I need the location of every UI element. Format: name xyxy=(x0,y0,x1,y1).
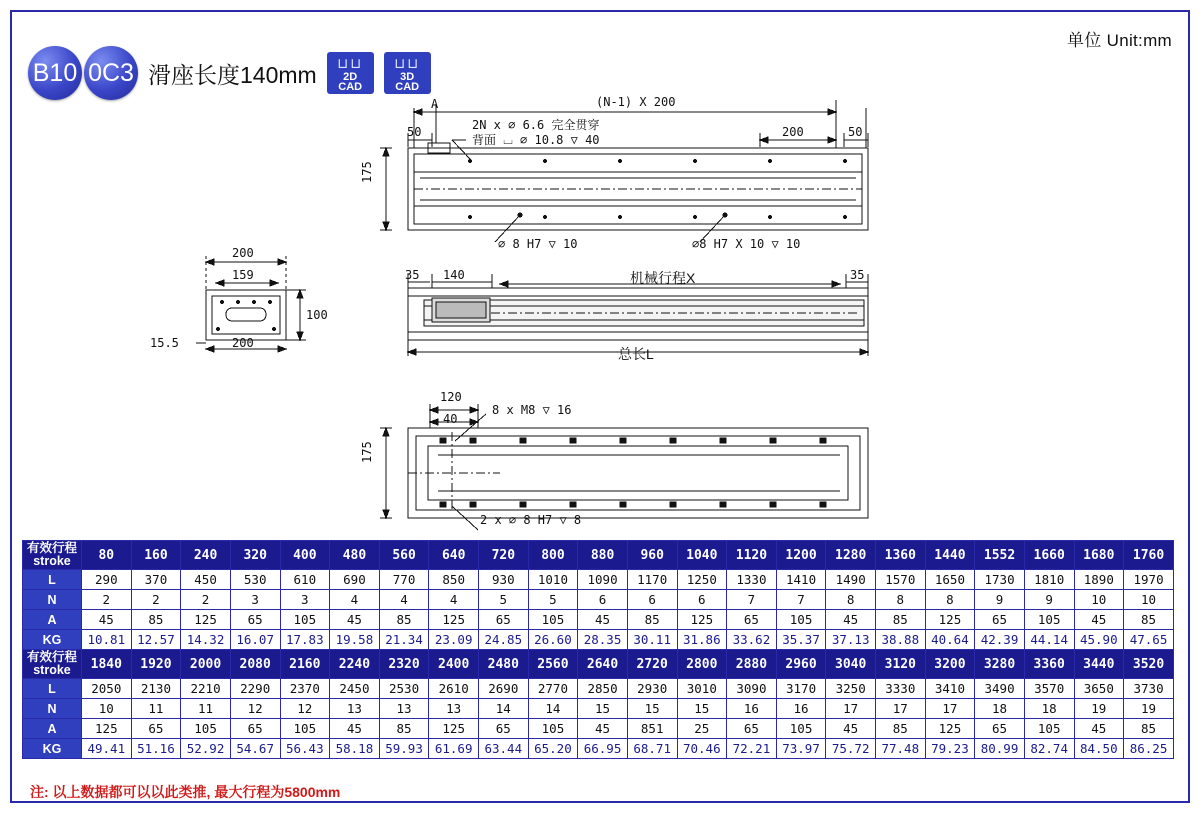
table-cell: 8 xyxy=(876,590,926,610)
table-header-cell: 3040 xyxy=(826,650,876,679)
table-cell: 26.60 xyxy=(528,630,578,650)
table-cell: 13 xyxy=(429,699,479,719)
bottom-view-120: 120 xyxy=(440,390,462,404)
table-header-cell: 1440 xyxy=(925,541,975,570)
table-cell: 610 xyxy=(280,570,330,590)
table-cell: 58.18 xyxy=(330,739,380,759)
table-cell: 85 xyxy=(876,719,926,739)
table-cell: 75.72 xyxy=(826,739,876,759)
front-view-140: 140 xyxy=(443,268,465,282)
table-row-label-a: A xyxy=(23,610,82,630)
table-header-cell: 640 xyxy=(429,541,479,570)
table-cell: 85 xyxy=(1124,610,1174,630)
table-cell: 17 xyxy=(826,699,876,719)
table-cell: 125 xyxy=(82,719,132,739)
specification-table xyxy=(22,540,1174,759)
table-cell: 72.21 xyxy=(727,739,777,759)
bottom-view-height-175: 175 xyxy=(360,441,374,463)
table-header-cell: 3200 xyxy=(925,650,975,679)
table-cell: 14.32 xyxy=(181,630,231,650)
table-cell: 1410 xyxy=(776,570,826,590)
table-cell: 6 xyxy=(578,590,628,610)
table-header-cell: 2640 xyxy=(578,650,628,679)
table-cell: 1250 xyxy=(677,570,727,590)
table-cell: 125 xyxy=(429,719,479,739)
table-cell: 2770 xyxy=(528,679,578,699)
table-cell: 5 xyxy=(528,590,578,610)
top-view-dowel-left: ∅ 8 H7 ▽ 10 xyxy=(498,237,578,251)
table-cell: 850 xyxy=(429,570,479,590)
table-cell: 6 xyxy=(677,590,727,610)
cad-3d-button[interactable] xyxy=(384,52,431,94)
table-cell: 1570 xyxy=(876,570,926,590)
table-cell: 125 xyxy=(925,719,975,739)
table-cell: 35.37 xyxy=(776,630,826,650)
table-cell: 125 xyxy=(677,610,727,630)
table-cell: 85 xyxy=(876,610,926,630)
table-cell: 73.97 xyxy=(776,739,826,759)
table-cell: 9 xyxy=(1024,590,1074,610)
table-cell: 2290 xyxy=(230,679,280,699)
front-view-35-right: 35 xyxy=(850,268,865,282)
table-row xyxy=(23,570,1174,590)
table-header-cell: 2400 xyxy=(429,650,479,679)
top-view-right-50: 50 xyxy=(848,125,863,139)
table-cell: 105 xyxy=(1024,610,1074,630)
cad-2d-icon: ⊔⊔ xyxy=(337,55,364,71)
table-cell: 45 xyxy=(826,719,876,739)
table-cell: 2450 xyxy=(330,679,380,699)
table-cell: 45 xyxy=(826,610,876,630)
table-header-cell: 1280 xyxy=(826,541,876,570)
table-row xyxy=(23,739,1174,759)
side-view-200-top: 200 xyxy=(232,246,254,260)
table-cell: 5 xyxy=(479,590,529,610)
table-header-cell: 1040 xyxy=(677,541,727,570)
table-cell: 45 xyxy=(578,610,628,630)
table-cell: 10.81 xyxy=(82,630,132,650)
top-view-hole-note-1: 2N x ∅ 6.6 完全贯穿 xyxy=(472,118,600,132)
table-header-cell: 720 xyxy=(479,541,529,570)
table-header-cell: 240 xyxy=(181,541,231,570)
table-cell: 930 xyxy=(479,570,529,590)
table-header-cell: 2720 xyxy=(627,650,677,679)
table-row-label-n: N xyxy=(23,699,82,719)
table-cell: 2 xyxy=(181,590,231,610)
model-badge-2: 0C3 xyxy=(84,46,138,100)
side-view-200-bottom: 200 xyxy=(232,336,254,350)
table-cell: 25 xyxy=(677,719,727,739)
cad-2d-line1: 2D xyxy=(343,71,358,83)
table-cell: 45 xyxy=(82,610,132,630)
front-view-35-left: 35 xyxy=(405,268,420,282)
table-cell: 12.57 xyxy=(131,630,181,650)
table-cell: 2530 xyxy=(379,679,429,699)
table-cell: 2 xyxy=(131,590,181,610)
table-cell: 1650 xyxy=(925,570,975,590)
table-cell: 18 xyxy=(1024,699,1074,719)
table-header-cell: 1120 xyxy=(727,541,777,570)
table-header-cell: 3520 xyxy=(1124,650,1174,679)
table-cell: 1330 xyxy=(727,570,777,590)
front-view-stroke-label: 机械行程X xyxy=(630,270,696,286)
table-cell: 19.58 xyxy=(330,630,380,650)
table-cell: 17 xyxy=(876,699,926,719)
table-footnote: 注: 以上数据都可以以此类推, 最大行程为5800mm xyxy=(30,784,341,800)
table-cell: 3010 xyxy=(677,679,727,699)
table-row-label-l: L xyxy=(23,570,82,590)
table-cell: 3 xyxy=(230,590,280,610)
table-cell: 45 xyxy=(1074,719,1124,739)
table-cell: 65 xyxy=(479,610,529,630)
table-cell: 86.25 xyxy=(1124,739,1174,759)
side-view-100: 100 xyxy=(306,308,328,322)
table-cell: 85 xyxy=(379,719,429,739)
table-cell: 45 xyxy=(330,610,380,630)
top-view-left-50: 50 xyxy=(407,125,422,139)
table-cell: 65 xyxy=(230,719,280,739)
table-cell: 105 xyxy=(1024,719,1074,739)
table-cell: 1170 xyxy=(627,570,677,590)
table-cell: 105 xyxy=(181,719,231,739)
table-cell: 33.62 xyxy=(727,630,777,650)
table-header-cell: 480 xyxy=(330,541,380,570)
table-header-cell: 3440 xyxy=(1074,650,1124,679)
table-cell: 450 xyxy=(181,570,231,590)
table-cell: 68.71 xyxy=(627,739,677,759)
table-header-cell: 80 xyxy=(82,541,132,570)
table-cell: 14 xyxy=(479,699,529,719)
table-header-cell: 1760 xyxy=(1124,541,1174,570)
table-cell: 851 xyxy=(627,719,677,739)
table-cell: 3 xyxy=(280,590,330,610)
table-cell: 1970 xyxy=(1124,570,1174,590)
table-row-label-n: N xyxy=(23,590,82,610)
table-header-cell: 400 xyxy=(280,541,330,570)
table-cell: 2370 xyxy=(280,679,330,699)
top-view-height-175: 175 xyxy=(360,161,374,183)
spec-table-body xyxy=(23,541,1174,759)
table-header-cell: 2160 xyxy=(280,650,330,679)
table-cell: 85 xyxy=(627,610,677,630)
table-cell: 4 xyxy=(379,590,429,610)
table-cell: 3250 xyxy=(826,679,876,699)
table-cell: 10 xyxy=(82,699,132,719)
table-cell: 14 xyxy=(528,699,578,719)
table-cell: 1730 xyxy=(975,570,1025,590)
table-cell: 3730 xyxy=(1124,679,1174,699)
table-cell: 9 xyxy=(975,590,1025,610)
table-row xyxy=(23,679,1174,699)
table-row xyxy=(23,630,1174,650)
table-row-label-kg: KG xyxy=(23,630,82,650)
table-cell: 59.93 xyxy=(379,739,429,759)
cad-3d-line2: CAD xyxy=(395,81,420,93)
table-cell: 4 xyxy=(429,590,479,610)
table-row-label-l: L xyxy=(23,679,82,699)
table-cell: 125 xyxy=(181,610,231,630)
table-cell: 3410 xyxy=(925,679,975,699)
table-cell: 56.43 xyxy=(280,739,330,759)
table-cell: 16 xyxy=(776,699,826,719)
cad-3d-line1: 3D xyxy=(400,71,415,83)
table-cell: 21.34 xyxy=(379,630,429,650)
table-cell: 19 xyxy=(1074,699,1124,719)
table-cell: 2690 xyxy=(479,679,529,699)
table-cell: 51.16 xyxy=(131,739,181,759)
spec-table-element xyxy=(22,540,1174,759)
table-cell: 1810 xyxy=(1024,570,1074,590)
side-view-15-5: 15.5 xyxy=(150,336,179,350)
table-cell: 79.23 xyxy=(925,739,975,759)
table-cell: 30.11 xyxy=(627,630,677,650)
table-header-cell: 2560 xyxy=(528,650,578,679)
top-view-marker-a: A xyxy=(431,97,439,111)
table-cell: 530 xyxy=(230,570,280,590)
table-cell: 1010 xyxy=(528,570,578,590)
table-cell: 45 xyxy=(1074,610,1124,630)
table-cell: 105 xyxy=(280,610,330,630)
table-cell: 13 xyxy=(379,699,429,719)
table-cell: 690 xyxy=(330,570,380,590)
table-cell: 85 xyxy=(379,610,429,630)
table-header-cell: 2960 xyxy=(776,650,826,679)
table-cell: 2130 xyxy=(131,679,181,699)
model-description: 滑座长度140mm xyxy=(148,61,317,88)
table-cell: 80.99 xyxy=(975,739,1025,759)
table-header-cell: 2080 xyxy=(230,650,280,679)
table-header-cell: 160 xyxy=(131,541,181,570)
top-view-hole-note-2: 背面 ⌴ ∅ 10.8 ▽ 40 xyxy=(472,133,600,147)
table-cell: 770 xyxy=(379,570,429,590)
table-cell: 19 xyxy=(1124,699,1174,719)
table-cell: 13 xyxy=(330,699,380,719)
table-cell: 65 xyxy=(975,719,1025,739)
cad-2d-button[interactable] xyxy=(327,52,374,94)
table-cell: 4 xyxy=(330,590,380,610)
table-header-cell: 320 xyxy=(230,541,280,570)
table-cell: 3170 xyxy=(776,679,826,699)
table-cell: 8 xyxy=(826,590,876,610)
model-badge-1: B10 xyxy=(28,46,82,100)
table-row xyxy=(23,699,1174,719)
table-cell: 65 xyxy=(131,719,181,739)
table-cell: 6 xyxy=(627,590,677,610)
table-cell: 63.44 xyxy=(479,739,529,759)
table-cell: 45 xyxy=(330,719,380,739)
table-cell: 40.64 xyxy=(925,630,975,650)
table-cell: 105 xyxy=(280,719,330,739)
table-cell: 3650 xyxy=(1074,679,1124,699)
table-header-cell: 960 xyxy=(627,541,677,570)
table-row-label-stroke: 有效行程 stroke xyxy=(23,541,82,570)
table-row xyxy=(23,719,1174,739)
unit-label: 单位 Unit:mm xyxy=(1067,31,1172,50)
table-cell: 11 xyxy=(181,699,231,719)
front-view-total-length: 总长L xyxy=(618,346,654,362)
table-cell: 3090 xyxy=(727,679,777,699)
table-cell: 2610 xyxy=(429,679,479,699)
table-cell: 10 xyxy=(1074,590,1124,610)
table-header-cell: 1680 xyxy=(1074,541,1124,570)
table-header-cell: 800 xyxy=(528,541,578,570)
table-cell: 65 xyxy=(727,719,777,739)
table-cell: 61.69 xyxy=(429,739,479,759)
table-cell: 15 xyxy=(578,699,628,719)
table-cell: 125 xyxy=(429,610,479,630)
table-row-label-kg: KG xyxy=(23,739,82,759)
table-cell: 7 xyxy=(776,590,826,610)
bottom-view-dowel-note: 2 x ∅ 8 H7 ▽ 8 xyxy=(480,513,582,527)
table-header-cell: 2480 xyxy=(479,650,529,679)
table-cell: 290 xyxy=(82,570,132,590)
table-cell: 65 xyxy=(479,719,529,739)
table-header-cell: 3360 xyxy=(1024,650,1074,679)
table-header-cell: 2000 xyxy=(181,650,231,679)
table-cell: 1490 xyxy=(826,570,876,590)
table-cell: 2 xyxy=(82,590,132,610)
table-cell: 17.83 xyxy=(280,630,330,650)
table-cell: 77.48 xyxy=(876,739,926,759)
top-view-pitch: (N-1) X 200 xyxy=(596,95,676,109)
table-header-cell: 2800 xyxy=(677,650,727,679)
table-cell: 125 xyxy=(925,610,975,630)
table-cell: 37.13 xyxy=(826,630,876,650)
table-cell: 2850 xyxy=(578,679,628,699)
table-cell: 65 xyxy=(727,610,777,630)
table-cell: 24.85 xyxy=(479,630,529,650)
cad-2d-label xyxy=(327,72,374,92)
table-cell: 105 xyxy=(528,719,578,739)
table-header-cell: 2240 xyxy=(330,650,380,679)
table-cell: 11 xyxy=(131,699,181,719)
table-cell: 15 xyxy=(677,699,727,719)
table-cell: 54.67 xyxy=(230,739,280,759)
table-cell: 2930 xyxy=(627,679,677,699)
table-header-cell: 2880 xyxy=(727,650,777,679)
table-cell: 45.90 xyxy=(1074,630,1124,650)
table-cell: 3490 xyxy=(975,679,1025,699)
model-header xyxy=(28,46,431,100)
table-cell: 370 xyxy=(131,570,181,590)
cad-3d-icon: ⊔⊔ xyxy=(394,55,421,71)
table-cell: 3330 xyxy=(876,679,926,699)
table-header-cell: 1552 xyxy=(975,541,1025,570)
table-header-cell: 1660 xyxy=(1024,541,1074,570)
table-header-cell: 3280 xyxy=(975,650,1025,679)
table-cell: 2050 xyxy=(82,679,132,699)
table-cell: 2210 xyxy=(181,679,231,699)
table-cell: 16 xyxy=(727,699,777,719)
table-cell: 7 xyxy=(727,590,777,610)
table-cell: 15 xyxy=(627,699,677,719)
bottom-view-thread-note: 8 x M8 ▽ 16 xyxy=(492,403,572,417)
table-cell: 47.65 xyxy=(1124,630,1174,650)
table-cell: 12 xyxy=(230,699,280,719)
table-header-cell: 1200 xyxy=(776,541,826,570)
table-cell: 105 xyxy=(528,610,578,630)
table-cell: 65.20 xyxy=(528,739,578,759)
table-header-cell: 2320 xyxy=(379,650,429,679)
table-header-cell: 560 xyxy=(379,541,429,570)
table-cell: 44.14 xyxy=(1024,630,1074,650)
table-cell: 10 xyxy=(1124,590,1174,610)
table-cell: 42.39 xyxy=(975,630,1025,650)
cad-2d-line2: CAD xyxy=(338,81,363,93)
table-cell: 85 xyxy=(131,610,181,630)
table-cell: 66.95 xyxy=(578,739,628,759)
table-cell: 12 xyxy=(280,699,330,719)
table-cell: 70.46 xyxy=(677,739,727,759)
table-cell: 31.86 xyxy=(677,630,727,650)
table-header-row xyxy=(23,650,1174,679)
table-cell: 23.09 xyxy=(429,630,479,650)
table-cell: 45 xyxy=(578,719,628,739)
top-view-dowel-right: ∅8 H7 X 10 ▽ 10 xyxy=(692,237,801,251)
table-cell: 105 xyxy=(776,610,826,630)
table-header-cell: 1840 xyxy=(82,650,132,679)
table-cell: 84.50 xyxy=(1074,739,1124,759)
table-cell: 65 xyxy=(230,610,280,630)
bottom-view-40: 40 xyxy=(443,412,458,426)
table-cell: 1090 xyxy=(578,570,628,590)
table-header-cell: 880 xyxy=(578,541,628,570)
table-cell: 82.74 xyxy=(1024,739,1074,759)
table-row-label-stroke: 有效行程 stroke xyxy=(23,650,82,679)
table-row xyxy=(23,610,1174,630)
table-cell: 8 xyxy=(925,590,975,610)
table-cell: 17 xyxy=(925,699,975,719)
table-row-label-a: A xyxy=(23,719,82,739)
table-cell: 16.07 xyxy=(230,630,280,650)
table-cell: 1890 xyxy=(1074,570,1124,590)
top-view-right-200: 200 xyxy=(782,125,804,139)
table-cell: 38.88 xyxy=(876,630,926,650)
table-cell: 49.41 xyxy=(82,739,132,759)
table-cell: 105 xyxy=(776,719,826,739)
table-header-cell: 1920 xyxy=(131,650,181,679)
table-header-cell: 1360 xyxy=(876,541,926,570)
cad-3d-label xyxy=(384,72,431,92)
table-cell: 52.92 xyxy=(181,739,231,759)
table-header-row xyxy=(23,541,1174,570)
table-cell: 18 xyxy=(975,699,1025,719)
table-row xyxy=(23,590,1174,610)
table-cell: 28.35 xyxy=(578,630,628,650)
table-cell: 3570 xyxy=(1024,679,1074,699)
table-cell: 85 xyxy=(1124,719,1174,739)
side-view-159: 159 xyxy=(232,268,254,282)
table-header-cell: 3120 xyxy=(876,650,926,679)
table-cell: 65 xyxy=(975,610,1025,630)
